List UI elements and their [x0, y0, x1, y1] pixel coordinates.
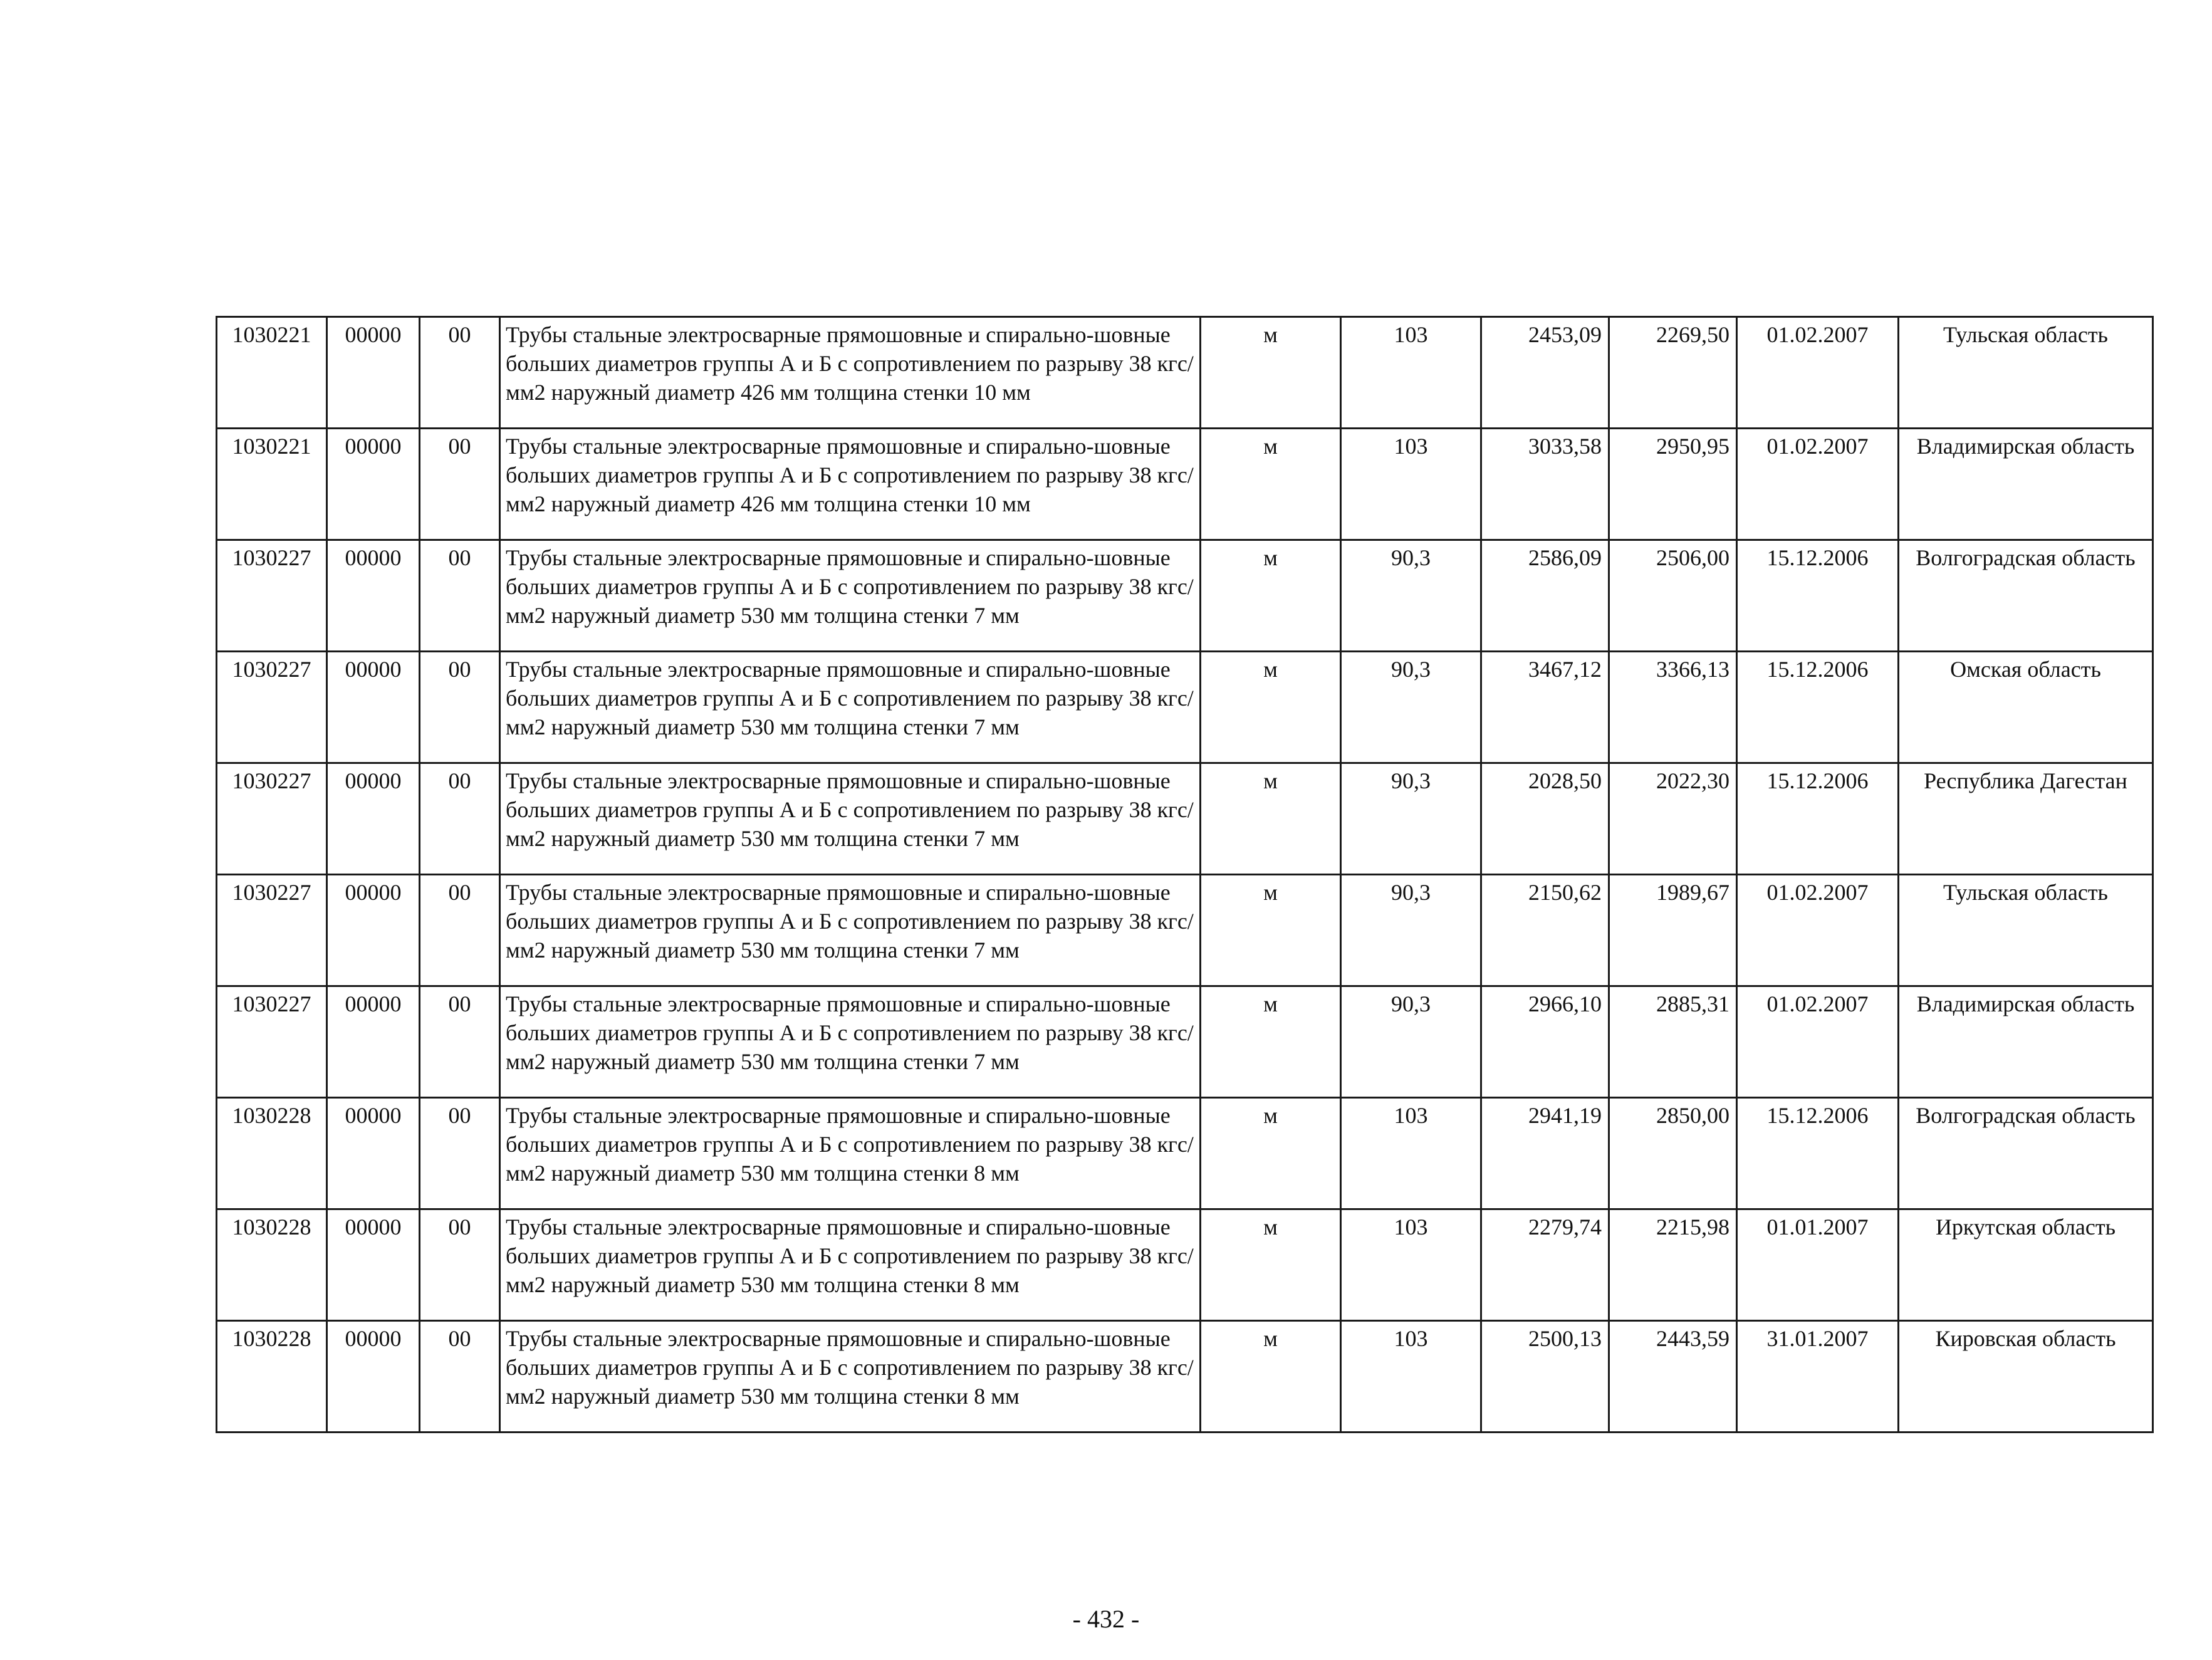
norm-cell: 90,3 — [1341, 763, 1481, 875]
suffix-cell: 00 — [420, 875, 500, 986]
norm-cell: 103 — [1341, 317, 1481, 429]
unit-cell: м — [1201, 1098, 1341, 1209]
suffix-cell: 00 — [420, 1098, 500, 1209]
suffix-cell: 00 — [420, 429, 500, 540]
date-cell: 15.12.2006 — [1737, 540, 1899, 652]
code-cell: 1030228 — [217, 1098, 327, 1209]
price-a-cell: 2453,09 — [1481, 317, 1609, 429]
suffix-cell: 00 — [420, 317, 500, 429]
subcode-cell: 00000 — [327, 1209, 420, 1321]
region-cell: Тульская область — [1899, 875, 2153, 986]
subcode-cell: 00000 — [327, 763, 420, 875]
region-cell: Владимирская область — [1899, 429, 2153, 540]
code-cell: 1030228 — [217, 1321, 327, 1433]
norm-cell: 90,3 — [1341, 986, 1481, 1098]
price-b-cell: 2443,59 — [1609, 1321, 1737, 1433]
subcode-cell: 00000 — [327, 540, 420, 652]
region-cell: Республика Дагестан — [1899, 763, 2153, 875]
region-cell: Кировская область — [1899, 1321, 2153, 1433]
suffix-cell: 00 — [420, 652, 500, 763]
description-cell: Трубы стальные электросварные прямошовные и спирально-шовные больших диаметров группы А и Б с сопротивлением по разрыву 38 кгс/мм2 наружный диаметр 426 мм толщина стенки 10 мм — [500, 317, 1201, 429]
norm-cell: 103 — [1341, 1321, 1481, 1433]
code-cell: 1030227 — [217, 652, 327, 763]
table-row — [217, 1209, 2153, 1321]
description-cell: Трубы стальные электросварные прямошовные и спирально-шовные больших диаметров группы А и Б с сопротивлением по разрыву 38 кгс/мм2 наружный диаметр 530 мм толщина стенки 7 мм — [500, 652, 1201, 763]
unit-cell: м — [1201, 1321, 1341, 1433]
norm-cell: 90,3 — [1341, 875, 1481, 986]
region-cell: Тульская область — [1899, 317, 2153, 429]
table-row — [217, 652, 2153, 763]
table-row — [217, 429, 2153, 540]
unit-cell: м — [1201, 429, 1341, 540]
date-cell: 01.02.2007 — [1737, 986, 1899, 1098]
unit-cell: м — [1201, 540, 1341, 652]
price-b-cell: 3366,13 — [1609, 652, 1737, 763]
table-row — [217, 540, 2153, 652]
code-cell: 1030221 — [217, 317, 327, 429]
table-row — [217, 986, 2153, 1098]
suffix-cell: 00 — [420, 1209, 500, 1321]
date-cell: 01.01.2007 — [1737, 1209, 1899, 1321]
table-row — [217, 1098, 2153, 1209]
date-cell: 01.02.2007 — [1737, 875, 1899, 986]
subcode-cell: 00000 — [327, 429, 420, 540]
code-cell: 1030228 — [217, 1209, 327, 1321]
price-b-cell: 2885,31 — [1609, 986, 1737, 1098]
price-a-cell: 2500,13 — [1481, 1321, 1609, 1433]
price-b-cell: 2506,00 — [1609, 540, 1737, 652]
region-cell: Омская область — [1899, 652, 2153, 763]
unit-cell: м — [1201, 763, 1341, 875]
subcode-cell: 00000 — [327, 986, 420, 1098]
price-b-cell: 2215,98 — [1609, 1209, 1737, 1321]
description-cell: Трубы стальные электросварные прямошовные и спирально-шовные больших диаметров группы А и Б с сопротивлением по разрыву 38 кгс/мм2 наружный диаметр 530 мм толщина стенки 8 мм — [500, 1321, 1201, 1433]
region-cell: Волгоградская область — [1899, 1098, 2153, 1209]
suffix-cell: 00 — [420, 986, 500, 1098]
price-a-cell: 2279,74 — [1481, 1209, 1609, 1321]
price-b-cell: 1989,67 — [1609, 875, 1737, 986]
subcode-cell: 00000 — [327, 875, 420, 986]
table-row — [217, 317, 2153, 429]
region-cell: Волгоградская область — [1899, 540, 2153, 652]
table-row — [217, 875, 2153, 986]
subcode-cell: 00000 — [327, 1098, 420, 1209]
date-cell: 15.12.2006 — [1737, 652, 1899, 763]
description-cell: Трубы стальные электросварные прямошовные и спирально-шовные больших диаметров группы А и Б с сопротивлением по разрыву 38 кгс/мм2 наружный диаметр 530 мм толщина стенки 8 мм — [500, 1209, 1201, 1321]
price-b-cell: 2022,30 — [1609, 763, 1737, 875]
price-a-cell: 2966,10 — [1481, 986, 1609, 1098]
region-cell: Иркутская область — [1899, 1209, 2153, 1321]
date-cell: 01.02.2007 — [1737, 317, 1899, 429]
description-cell: Трубы стальные электросварные прямошовные и спирально-шовные больших диаметров группы А и Б с сопротивлением по разрыву 38 кгс/мм2 наружный диаметр 426 мм толщина стенки 10 мм — [500, 429, 1201, 540]
price-a-cell: 3033,58 — [1481, 429, 1609, 540]
code-cell: 1030227 — [217, 875, 327, 986]
unit-cell: м — [1201, 317, 1341, 429]
norm-cell: 90,3 — [1341, 652, 1481, 763]
norm-cell: 90,3 — [1341, 540, 1481, 652]
price-a-cell: 3467,12 — [1481, 652, 1609, 763]
price-a-cell: 2586,09 — [1481, 540, 1609, 652]
unit-cell: м — [1201, 986, 1341, 1098]
subcode-cell: 00000 — [327, 1321, 420, 1433]
code-cell: 1030221 — [217, 429, 327, 540]
price-b-cell: 2850,00 — [1609, 1098, 1737, 1209]
unit-cell: м — [1201, 652, 1341, 763]
norm-cell: 103 — [1341, 1098, 1481, 1209]
subcode-cell: 00000 — [327, 317, 420, 429]
price-table — [216, 316, 2154, 1433]
table-row — [217, 1321, 2153, 1433]
date-cell: 31.01.2007 — [1737, 1321, 1899, 1433]
price-b-cell: 2269,50 — [1609, 317, 1737, 429]
price-b-cell: 2950,95 — [1609, 429, 1737, 540]
norm-cell: 103 — [1341, 429, 1481, 540]
region-cell: Владимирская область — [1899, 986, 2153, 1098]
table-row — [217, 763, 2153, 875]
unit-cell: м — [1201, 1209, 1341, 1321]
norm-cell: 103 — [1341, 1209, 1481, 1321]
description-cell: Трубы стальные электросварные прямошовные и спирально-шовные больших диаметров группы А и Б с сопротивлением по разрыву 38 кгс/мм2 наружный диаметр 530 мм толщина стенки 8 мм — [500, 1098, 1201, 1209]
suffix-cell: 00 — [420, 763, 500, 875]
date-cell: 15.12.2006 — [1737, 763, 1899, 875]
suffix-cell: 00 — [420, 540, 500, 652]
description-cell: Трубы стальные электросварные прямошовные и спирально-шовные больших диаметров группы А и Б с сопротивлением по разрыву 38 кгс/мм2 наружный диаметр 530 мм толщина стенки 7 мм — [500, 875, 1201, 986]
subcode-cell: 00000 — [327, 652, 420, 763]
unit-cell: м — [1201, 875, 1341, 986]
code-cell: 1030227 — [217, 763, 327, 875]
code-cell: 1030227 — [217, 540, 327, 652]
description-cell: Трубы стальные электросварные прямошовные и спирально-шовные больших диаметров группы А и Б с сопротивлением по разрыву 38 кгс/мм2 наружный диаметр 530 мм толщина стенки 7 мм — [500, 540, 1201, 652]
date-cell: 15.12.2006 — [1737, 1098, 1899, 1209]
description-cell: Трубы стальные электросварные прямошовные и спирально-шовные больших диаметров группы А и Б с сопротивлением по разрыву 38 кгс/мм2 наружный диаметр 530 мм толщина стенки 7 мм — [500, 763, 1201, 875]
price-a-cell: 2150,62 — [1481, 875, 1609, 986]
price-a-cell: 2028,50 — [1481, 763, 1609, 875]
code-cell: 1030227 — [217, 986, 327, 1098]
page-number: - 432 - — [1072, 1605, 1140, 1633]
date-cell: 01.02.2007 — [1737, 429, 1899, 540]
price-a-cell: 2941,19 — [1481, 1098, 1609, 1209]
table-body — [217, 317, 2153, 1433]
description-cell: Трубы стальные электросварные прямошовные и спирально-шовные больших диаметров группы А и Б с сопротивлением по разрыву 38 кгс/мм2 наружный диаметр 530 мм толщина стенки 7 мм — [500, 986, 1201, 1098]
suffix-cell: 00 — [420, 1321, 500, 1433]
